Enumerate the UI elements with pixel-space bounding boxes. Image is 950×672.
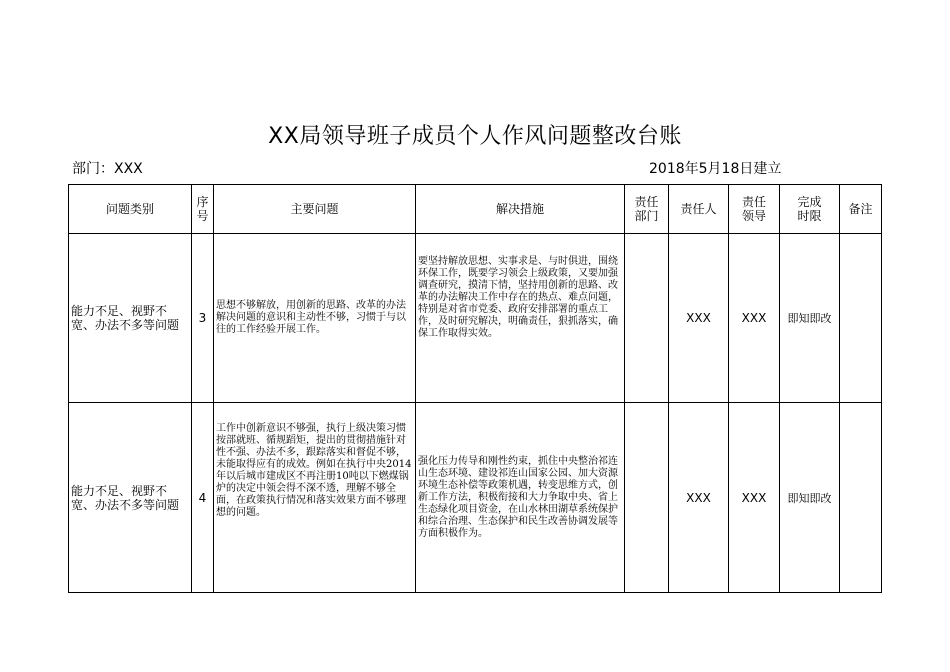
header-row: [69, 185, 882, 234]
row-seq: 4: [192, 403, 214, 593]
header-remarks: 备注: [840, 185, 882, 234]
document-title: XX局领导班子成员个人作风问题整改台账: [268, 124, 682, 149]
table-row: [69, 234, 882, 403]
established-date: 2018年5月18日建立: [649, 161, 782, 177]
row-problem: 思想不够解放，用创新的思路、改革的办法解决问题的意识和主动性不够，习惯于与以往的工作经验开展工作。: [214, 234, 416, 403]
row-department: [625, 234, 669, 403]
row-measures: 强化压力传导和刚性约束，抓住中央整治祁连山生态环境、建设祁连山国家公园、加大资源环境生态补偿等政策机遇，转变思维方式，创新工作方法，积极衔接和大力争取中央、省上生态绿化项目资金，在山水林田湖草系统保护和综合治理、生态保护和民生改善协调发展等方面积极作为。: [416, 403, 625, 593]
header-measures: 解决措施: [416, 185, 625, 234]
row-person: XXX: [669, 403, 729, 593]
department-label: 部门：XXX: [72, 161, 143, 177]
row-remarks: [840, 234, 882, 403]
row-seq: 3: [192, 234, 214, 403]
header-department: 责任 部门: [625, 185, 669, 234]
row-category: 能力不足、视野不宽、办法不多等问题: [69, 403, 192, 593]
row-deadline: 即知即改: [780, 403, 840, 593]
table-row: [69, 403, 882, 593]
row-remarks: [840, 403, 882, 593]
header-leader: 责任 领导: [729, 185, 780, 234]
rectification-ledger-table: [68, 184, 882, 593]
header-person: 责任人: [669, 185, 729, 234]
row-person: XXX: [669, 234, 729, 403]
row-leader: XXX: [729, 234, 780, 403]
header-seq: 序 号: [192, 185, 214, 234]
row-measures: 要坚持解放思想、实事求是、与时俱进，围绕环保工作，既要学习领会上级政策，又要加强调查研究，摸清下情，坚持用创新的思路、改革的办法解决工作中存在的热点、难点问题，特别是对省市党委、政府安排部署的重点工作，及时研究解决，明确责任，狠抓落实，确保工作取得实效。: [416, 234, 625, 403]
row-problem: 工作中创新意识不够强，执行上级决策习惯按部就班、循规蹈矩，提出的贯彻措施针对性不强、办法不多，跟踪落实和督促不够，未能取得应有的成效。例如在执行中央2014年以后城市建成区不再注册10吨以下燃煤锅炉的决定中领会得不深不透，理解不够全面，在政策执行情况和落实效果方面不够理想的问题。: [214, 403, 416, 593]
row-deadline: 即知即改: [780, 234, 840, 403]
row-department: [625, 403, 669, 593]
header-deadline: 完成 时限: [780, 185, 840, 234]
header-category: 问题类别: [69, 185, 192, 234]
header-problem: 主要问题: [214, 185, 416, 234]
row-category: 能力不足、视野不宽、办法不多等问题: [69, 234, 192, 403]
row-leader: XXX: [729, 403, 780, 593]
